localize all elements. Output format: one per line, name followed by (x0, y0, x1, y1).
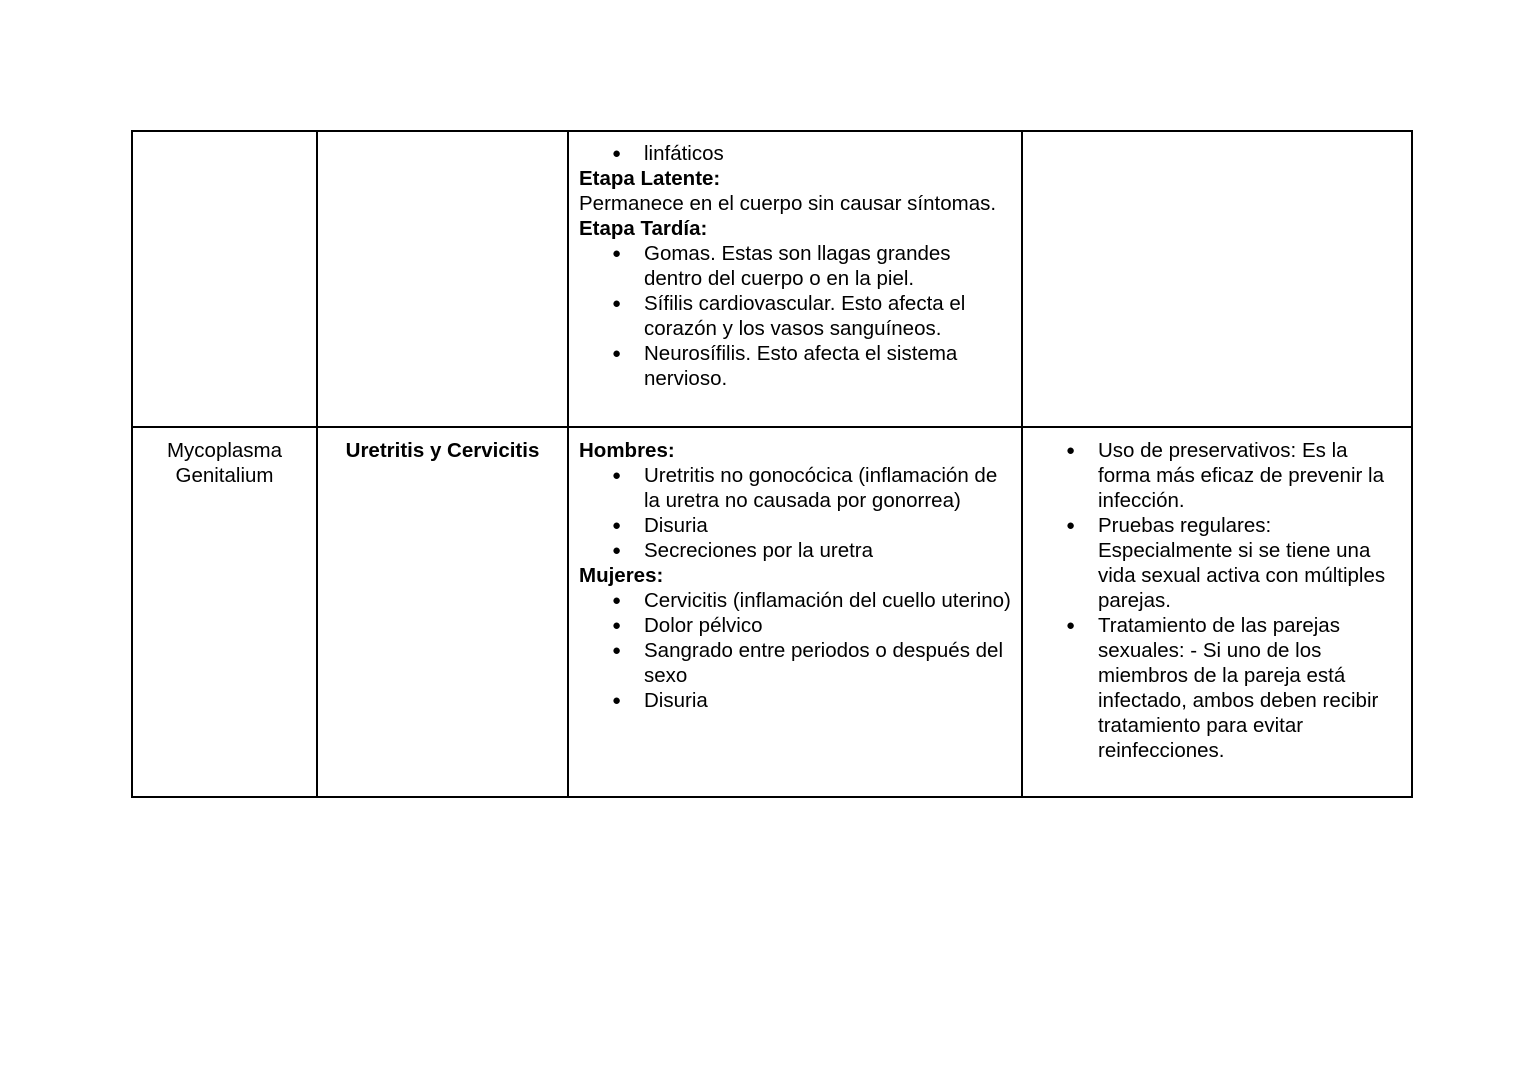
prevention-cell (1022, 131, 1412, 427)
list-item: ● Tratamiento de las parejas sexuales: - Si uno de los miembros de la pareja está infectado, ambos deben recibir tratamiento para evitar reinfecciones. (1033, 613, 1401, 763)
symptoms-cell (568, 131, 1022, 427)
table-row (132, 131, 1412, 427)
list-item: ● Sangrado entre periodos o después del sexo (579, 638, 1011, 688)
late-stage-list (579, 241, 1011, 391)
list-item: ● Disuria (579, 688, 1011, 713)
list-item: ● linfáticos (579, 141, 1011, 166)
list-item: ● Disuria (579, 513, 1011, 538)
latent-stage-text: Permanece en el cuerpo sin causar síntomas. (579, 192, 997, 215)
disease-table (131, 130, 1413, 798)
men-heading: Hombres: (579, 439, 675, 462)
late-stage-heading: Etapa Tardía: (579, 217, 708, 240)
list-item: ● Secreciones por la uretra (579, 538, 1011, 563)
men-symptoms-list (579, 463, 1011, 563)
list-item: ● Pruebas regulares: Especialmente si se tiene una vida sexual activa con múltiples parejas. (1033, 513, 1401, 613)
list-item: ● Neurosífilis. Esto afecta el sistema nervioso. (579, 341, 1011, 391)
disease-cell (317, 427, 568, 797)
latent-stage-heading: Etapa Latente: (579, 167, 721, 190)
lead-list (579, 141, 1011, 166)
list-item: ● Gomas. Estas son llagas grandes dentro del cuerpo o en la piel. (579, 241, 1011, 291)
list-item: ● Dolor pélvico (579, 613, 1011, 638)
prevention-cell (1022, 427, 1412, 797)
women-symptoms-list (579, 588, 1011, 713)
organism-cell (132, 131, 317, 427)
organism-name: Mycoplasma Genitalium (166, 439, 283, 487)
organism-cell (132, 427, 317, 797)
prevention-list (1033, 438, 1401, 763)
list-item: ● Cervicitis (inflamación del cuello uterino) (579, 588, 1011, 613)
disease-cell (317, 131, 568, 427)
list-item: ● Sífilis cardiovascular. Esto afecta el corazón y los vasos sanguíneos. (579, 291, 1011, 341)
women-heading: Mujeres: (579, 564, 664, 587)
disease-name: Uretritis y Cervicitis (345, 439, 540, 462)
table-row (132, 427, 1412, 797)
symptoms-cell (568, 427, 1022, 797)
list-item: ● Uretritis no gonocócica (inflamación de la uretra no causada por gonorrea) (579, 463, 1011, 513)
list-item: ● Uso de preservativos: Es la forma más eficaz de prevenir la infección. (1033, 438, 1401, 513)
